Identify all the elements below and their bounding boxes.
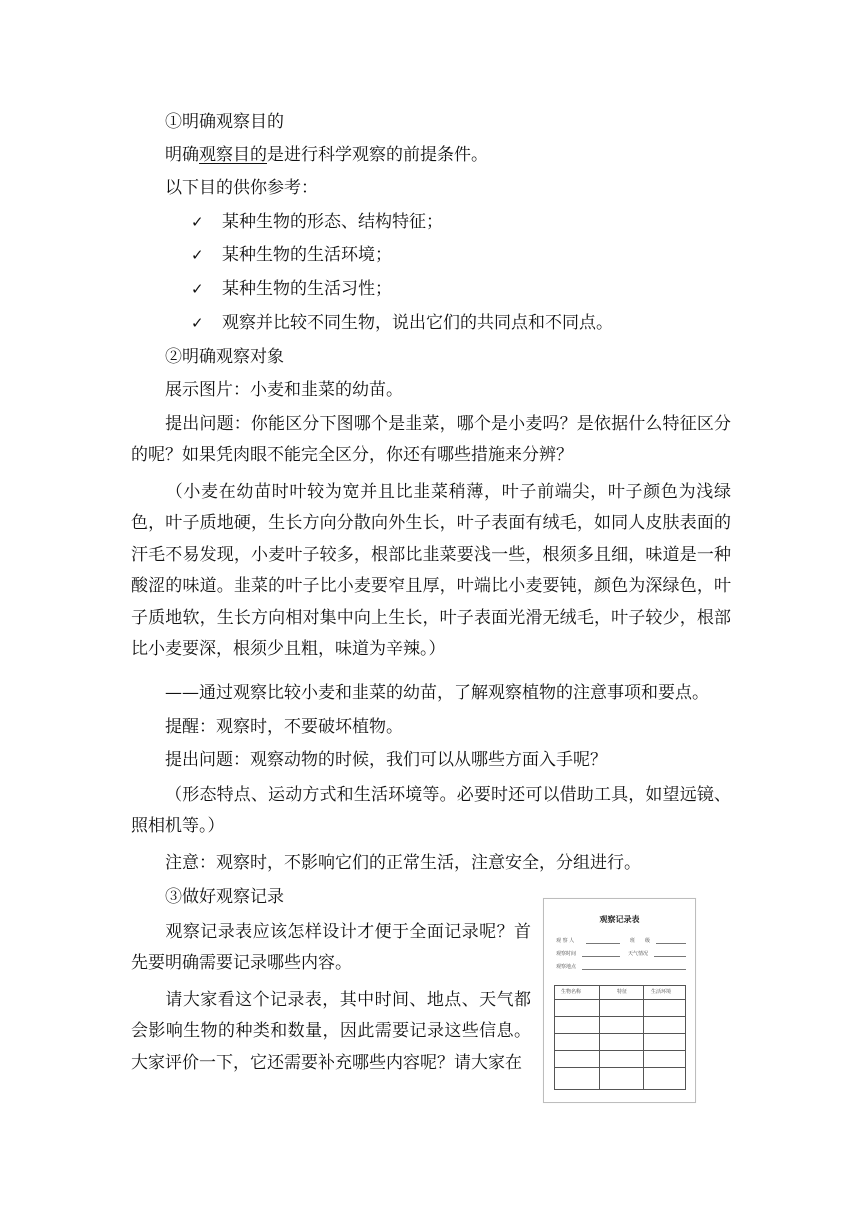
record-paragraph-2-text: 请大家看这个记录表，其中时间、地点、天气都会影响生物的种类和数量，因此需要记录这些信息。大家评价一下，它还需要补充哪些内容呢？请大家在 <box>131 990 531 1073</box>
form-col-divider <box>599 986 600 1089</box>
form-grade-line <box>656 943 686 944</box>
heading-record: ③做好观察记录 <box>165 887 284 907</box>
check-item: 观察并比较不同生物，说出它们的共同点和不同点。 <box>222 313 613 333</box>
reference-intro: 以下目的供你参考： <box>165 178 318 198</box>
heading-purpose: ①明确观察目的 <box>165 112 284 132</box>
form-col-divider <box>643 986 644 1089</box>
check-icon: ✓ <box>191 314 204 332</box>
form-observer-label: 观 察 人 <box>556 938 575 944</box>
purpose-pre: 明确 <box>165 145 199 165</box>
summary-text: ——通过观察比较小麦和韭菜的幼苗，了解观察植物的注意事项和要点。 <box>165 683 709 703</box>
record-paragraph-1 <box>131 917 531 980</box>
purpose-underlined: 观察目的 <box>199 145 267 165</box>
form-row-divider <box>555 1067 685 1068</box>
form-time-line <box>582 956 620 957</box>
form-row-divider <box>555 1016 685 1017</box>
question-wheat-leek-text: 提出问题：你能区分下图哪个是韭菜，哪个是小麦吗？是依据什么特征区分的呢？如果凭肉眼不能完全区分，你还有哪些措施来分辨？ <box>131 414 731 466</box>
form-weather-line <box>654 956 686 957</box>
form-col-habitat: 生活环境 <box>651 989 672 995</box>
check-item: 某种生物的生活环境； <box>222 245 392 265</box>
reminder-text: 提醒：观察时，不要破坏植物。 <box>165 717 403 737</box>
form-row-divider <box>555 999 685 1000</box>
check-icon: ✓ <box>191 246 204 264</box>
form-grade-label: 班 级 <box>630 938 651 944</box>
check-item: 某种生物的形态、结构特征； <box>222 212 443 232</box>
answer-wheat-leek-text: （小麦在幼苗时叶较为宽并且比韭菜稍薄，叶子前端尖，叶子颜色为浅绿色，叶子质地硬，生长方向分散向外生长，叶子表面有绒毛，如同人皮肤表面的汗毛不易发现，小麦叶子较多，根部比韭菜要浅一些，根须多且细，味道是一种酸涩的味道。韭菜的叶子比小麦要窄且厚，叶端比小麦要钝，颜色为深绿色，叶子质地软，生长方向相对集中向上生长，叶子表面光滑无绒毛，叶子较少，根部比小麦要深，根须少且粗，味道为辛辣。） <box>131 482 731 660</box>
check-icon: ✓ <box>191 280 204 298</box>
question-animals: 提出问题：观察动物的时候，我们可以从哪些方面入手呢？ <box>165 750 607 770</box>
answer-wheat-leek <box>131 477 731 665</box>
form-col-feature: 特征 <box>617 989 628 995</box>
form-place-line <box>582 969 686 970</box>
show-image-text: 展示图片：小麦和韭菜的幼苗。 <box>165 380 403 400</box>
check-item: 某种生物的生活习性； <box>222 279 392 299</box>
record-form-table <box>554 985 686 1090</box>
record-form-image <box>543 898 696 1103</box>
form-place-label: 观察地点 <box>556 964 577 970</box>
purpose-post: 是进行科学观察的前提条件。 <box>267 145 488 165</box>
answer-animals-text: （形态特点、运动方式和生活环境等。必要时还可以借助工具，如望远镜、照相机等。） <box>131 785 731 837</box>
form-col-organism: 生物名称 <box>561 989 582 995</box>
record-paragraph-1-text: 观察记录表应该怎样设计才便于全面记录呢？首先要明确需要记录哪些内容。 <box>131 922 531 974</box>
form-row-divider <box>555 1033 685 1034</box>
form-weather-label: 天气情况 <box>628 951 649 957</box>
question-wheat-leek <box>131 409 731 472</box>
record-form-title: 观察记录表 <box>599 914 640 924</box>
note-text: 注意：观察时，不影响它们的正常生活，注意安全，分组进行。 <box>165 853 641 873</box>
answer-animals <box>131 780 731 843</box>
heading-object: ②明确观察对象 <box>165 347 284 367</box>
form-time-label: 观察时间 <box>556 951 577 957</box>
purpose-sentence <box>165 147 488 164</box>
form-observer-line <box>586 943 620 944</box>
record-paragraph-2 <box>131 985 531 1079</box>
form-row-divider <box>555 1050 685 1051</box>
check-icon: ✓ <box>191 213 204 231</box>
